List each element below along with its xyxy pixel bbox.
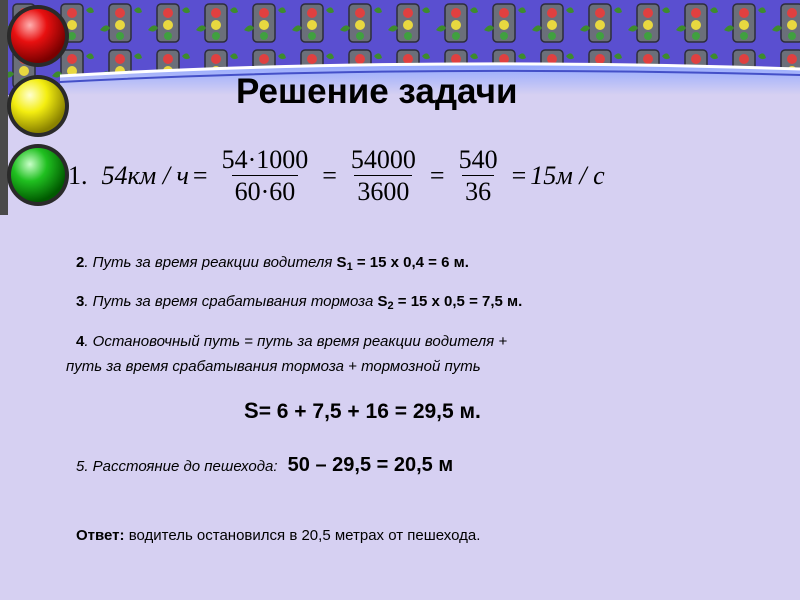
speed-conversion-formula xyxy=(68,143,605,208)
step-3-var: S xyxy=(377,293,388,310)
fraction-2-numerator: 54000 xyxy=(350,144,416,174)
sum-calc: = 6 + 7,5 + 16 = 29,5 м. xyxy=(258,400,481,423)
formula-lhs: 54км / ч xyxy=(101,160,189,190)
sum-var: S xyxy=(244,398,259,423)
fraction-1-numerator: 54·1000 xyxy=(221,144,309,174)
green-light-icon xyxy=(7,144,69,206)
step-2-number: 2 xyxy=(76,254,85,271)
formula-result: 15м / с xyxy=(530,160,605,190)
fraction-1 xyxy=(219,146,312,206)
equals-sign: = xyxy=(322,160,337,190)
step-4-line-1 xyxy=(76,333,507,350)
fraction-2-denominator: 3600 xyxy=(354,175,412,205)
step-3-number: 3 xyxy=(76,293,85,310)
total-distance-line xyxy=(244,398,481,424)
equals-sign: = xyxy=(511,160,527,190)
step-5 xyxy=(76,454,453,477)
fraction-3-numerator: 540 xyxy=(458,144,498,174)
step-2-text: . Путь за время реакции водителя xyxy=(84,254,337,271)
answer xyxy=(76,527,480,544)
fraction-1-denominator: 60·60 xyxy=(232,175,299,205)
fraction-2 xyxy=(348,146,419,206)
fraction-3 xyxy=(456,146,501,206)
formula-number: 1. xyxy=(68,160,88,190)
answer-label: Ответ: xyxy=(76,527,125,544)
step-4-text-1: . Остановочный путь = путь за время реакции водителя + xyxy=(84,333,508,350)
step-4-number: 4 xyxy=(76,333,85,350)
step-4-text-2: путь за время срабатывания тормоза + тормозной путь xyxy=(66,358,481,375)
equals-sign: = xyxy=(429,160,445,190)
step-5-calc: 50 – 29,5 = 20,5 м xyxy=(287,454,454,476)
answer-text: водитель остановился в 20,5 метрах от пешехода. xyxy=(124,527,481,544)
step-3-sub: 2 xyxy=(387,300,394,312)
equals-sign: = xyxy=(192,160,208,190)
step-4-line-2 xyxy=(66,358,481,375)
slide-title: Решение задачи xyxy=(236,72,518,111)
step-3-calc: = 15 х 0,5 = 7,5 м. xyxy=(393,293,523,310)
fraction-3-denominator: 36 xyxy=(462,175,494,205)
step-3 xyxy=(76,293,522,312)
step-5-label: 5. Расстояние до пешехода: xyxy=(76,458,278,475)
step-2-var: S xyxy=(336,254,347,271)
red-light-icon xyxy=(7,5,69,67)
step-3-text: . Путь за время срабатывания тормоза xyxy=(84,293,378,310)
step-2-calc: = 15 х 0,4 = 6 м. xyxy=(352,254,469,271)
step-2 xyxy=(76,254,469,273)
yellow-light-icon xyxy=(7,75,69,137)
step-2-sub: 1 xyxy=(346,261,353,273)
